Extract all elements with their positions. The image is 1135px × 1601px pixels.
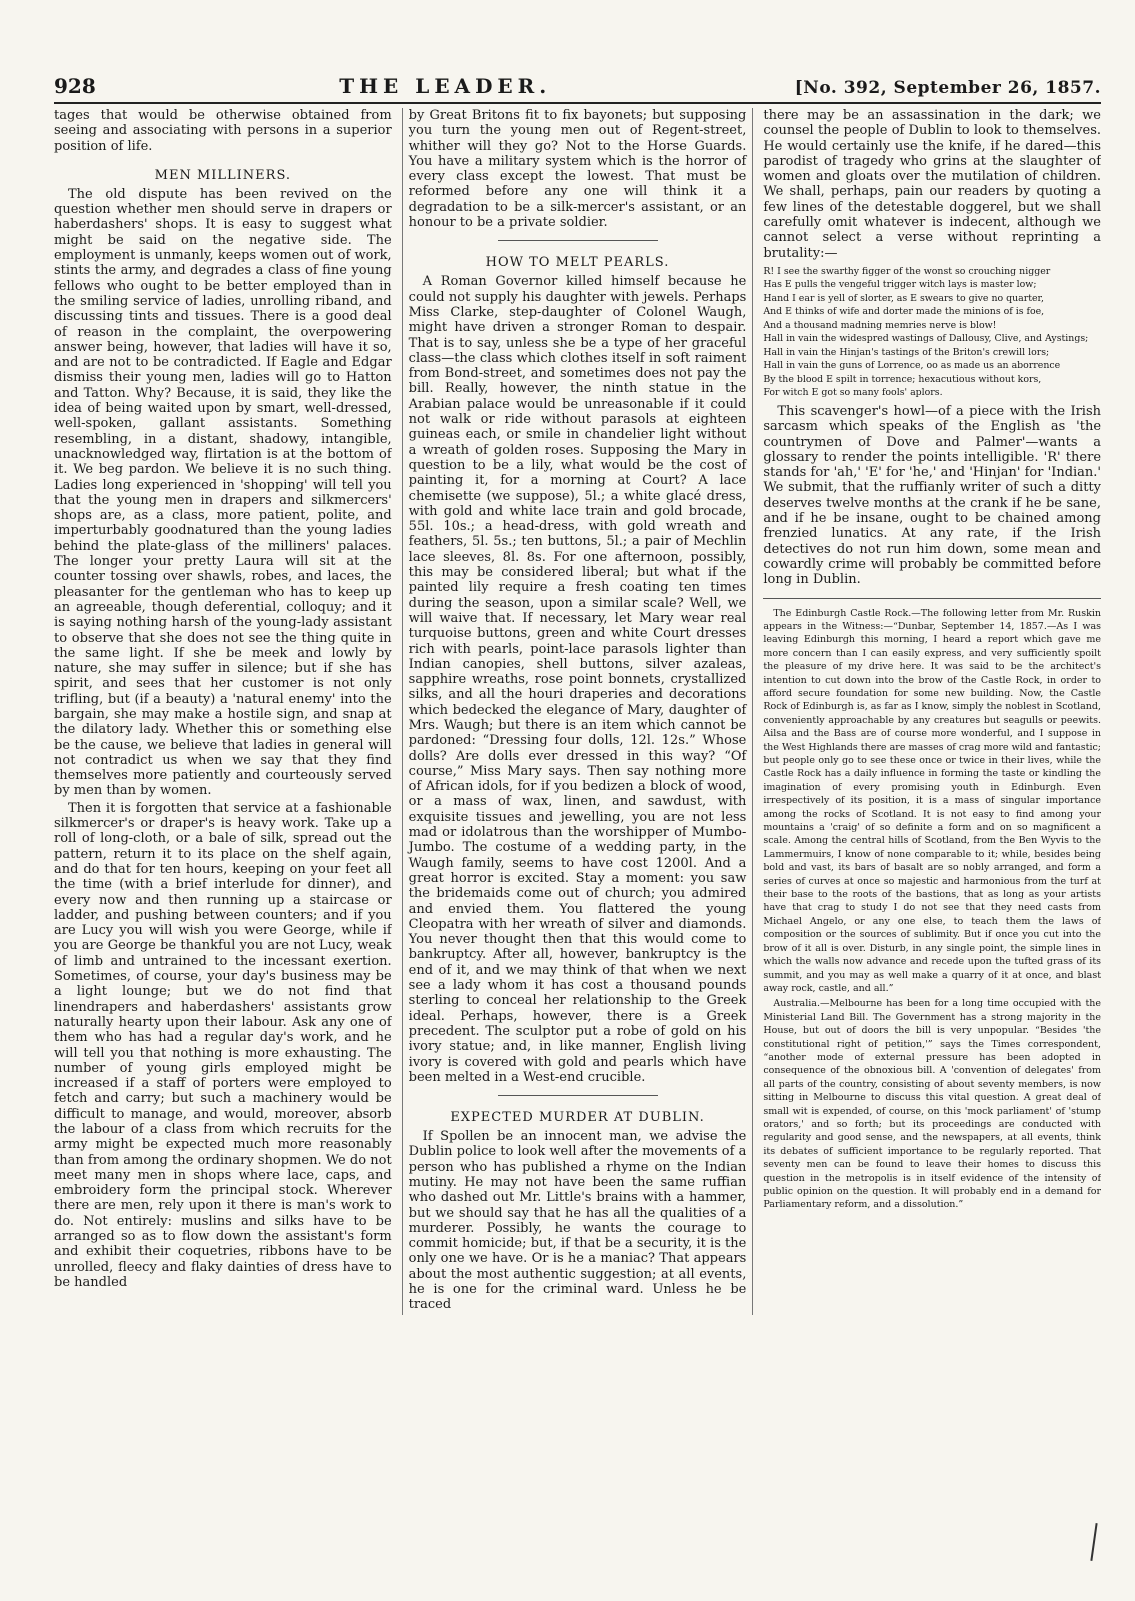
masthead bbox=[54, 74, 1101, 104]
section-divider bbox=[498, 240, 658, 241]
margin-mark bbox=[1090, 1523, 1097, 1561]
continued-paragraph: there may be an assassination in the dark; we counsel the people of Dublin to look to themselves. He would certainly use the knife, if he dared—this parodist of tragedy who grins at the slaughter of women and gloats over the mutilation of children. We shall, perhaps, pain our readers by quoting a few lines of the detestable doggerel, but we shall carefully omit whatever is indecent, although we cannot select a verse without reprinting a brutality:— bbox=[763, 108, 1102, 261]
verse-line: For witch E got so many fools' aplors. bbox=[763, 387, 943, 399]
quoted-verse bbox=[763, 265, 1101, 400]
column-right bbox=[763, 108, 1101, 1315]
column-middle bbox=[402, 108, 754, 1315]
article-paragraph: This scavenger's howl—of a piece with the Irish sarcasm which speaks of the English as 'the countrymen of Dove and Palmer'—wants a glossary to render the points intelligible. 'R' there stands for 'ah,' 'E' for 'he,' and 'Hinjan' for 'Indian.' We submit, that the ruffianly writer of such a ditty deserves twelve months at the crank if he be sane, and if he be insane, ought to be chained among frenzied lunatics. At any rate, if the Irish detectives do not run him down, some mean and cowardly crime will probably be committed before long in Dublin. bbox=[763, 403, 1102, 588]
article-paragraph: If Spollen be an innocent man, we advise the Dublin police to look well after the movements of a person who has published a rhyme on the Indian mutiny. He may not have been the same ruffian who dashed out Mr. Little's brains with a hammer, but we should say that he has all the qualities of a murderer. Possibly, he wants the courage to commit homicide; but, if that be a security, it is the only one we have. Or is he a maniac? That appears about the most authentic suggestion; at all events, he is one for the criminal ward. Unless he be traced bbox=[408, 1129, 747, 1313]
article-paragraph: A Roman Governor killed himself because he could not supply his daughter with jewels. Perhaps Miss Clarke, step-daughter of Colonel Waugh, might have driven a stronger Roman to despair. That is to say, unless she be a type of her graceful class—the class which clothes itself in soft raiment from Bond-street, and sometimes does not pay the bill. Really, however, the ninth statue in the Arabian palace would be unreasonable if it could not walk or ride without parasols at eighteen guineas each, or smile in chandelier light without a wreath of golden roses. Supposing the Mary in question to be a lily, what would be the cost of painting it, for a morning at Court? A lace chemisette (we suppose), 5l.; a white glacé dress, with gold and white lace train and gold brocade, 55l. 10s.; a head-dress, with gold wreath and feathers, 5l. 5s.; ten buttons, 5l.; a pair of Mechlin lace sleeves, 8l. 8s. For one afternoon, possibly, this may be considered liberal; but what if the painted lily require a fresh coating ten times during the season, upon a similar scale? Well, we will waive that. If necessary, let Mary wear real turquoise buttons, green and white Court dresses rich with pearls, point-lace parasols lighter than Indian canopies, shell buttons, silver azaleas, sapphire wreaths, rose point bonnets, crystallized silks, and all the houri draperies and decorations which bedecked the elegance of Mary, daughter of Mrs. Waugh; but there is an item which cannot be pardoned: “Dressing four dolls, 12l. 12s.” Whose dolls? Are dolls ever dressed in this way? “Of course,” Miss Mary says. Then say nothing more of African idols, for if you bedizen a block of wood, or a mass of wax, linen, and sawdust, with exquisite tissues and jewelling, you are not less mad or idolatrous than the worshipper of Mumbo-Jumbo. The costume of a wedding party, in the Waugh family, seems to have cost 1200l. And a great horror is excited. Stay a moment: you saw the bridemaids come out of church; you admired and envied them. You flattered the young Cleopatra with her wreath of silver and diamonds. You never thought then that this would come to bankruptcy. After all, however, bankruptcy is the end of it, and we may think of that when we next see a lady whom it has cost a thousand pounds sterling to conceal her relationship to the Greek ideal. Perhaps, however, there is a Greek precedent. The sculptor put a robe of gold on his ivory statue; and, in like manner, English living ivory is covered with gold and pearls which have been melted in a West-end crucible. bbox=[408, 274, 747, 1085]
verse-line: Hall in vain the Hinjan's tastings of the Briton's crewill lors; bbox=[763, 346, 1050, 358]
news-notes bbox=[763, 607, 1101, 1212]
note-edinburgh-castle-rock: The Edinburgh Castle Rock.—The following letter from Mr. Ruskin appears in the Witness:—“Dunbar, September 14, 1857.—As I was leaving Edinburgh this morning, I heard a report which gave me more concern than I can easily express, and very sufficiently spoilt the pleasure of my drive here. It was said to be the architect's intention to cut down into the brow of the Castle Rock, in order to afford secure foundation for some new building. Now, the Castle Rock of Edinburgh is, as far as I know, simply the noblest in Scotland, conveniently approachable by any creatures but seagulls or peewits. Ailsa and the Bass are of course more wonderful, and I suppose in the West Highlands there are masses of crag more wild and fantastic; but people only go to see these once or twice in their lives, while the Castle Rock has a daily influence in forming the taste or kindling the imagination of every promising youth in Edinburgh. Even irrespectively of its position, it is a mass of singular importance among the rocks of Scotland. It is not easy to find among your mountains a 'craig' of so definite a form and on so magnificent a scale. Among the central hills of Scotland, from the Ben Wyvis to the Lammermuirs, I know of none comparable to it; while, besides being bold and vast, its bars of basalt are so nobly arranged, and form a series of curves at once so majestic and harmonious from the turf at their base to the roots of the bastions, that as long as your artists have that crag to study I do not see that they need casts from Michael Angelo, or any one else, to teach them the laws of composition or the sources of sublimity. But if once you cut into the brow of it all is over. Disturb, in any single point, the simple lines in which the walls now advance and recede upon the tufted grass of its summit, and you may as well make a quarry of it at once, and blast away rock, castle, and all.” bbox=[763, 607, 1102, 994]
article-heading-pearls: HOW TO MELT PEARLS. bbox=[485, 255, 670, 271]
column-left bbox=[54, 108, 392, 1315]
section-divider bbox=[498, 1095, 658, 1096]
verse-line: Hand I ear is yell of slorter, as E swears to give no quarter, bbox=[763, 292, 1044, 304]
note-australia: Australia.—Melbourne has been for a long time occupied with the Ministerial Land Bill. The Government has a strong majority in the House, but out of doors the bill is very unpopular. “Besides 'the constitutional right of petition,'” says the Times correspondent, “another mode of external pressure has been adopted in consequence of the obnoxious bill. A 'convention of delegates' from all parts of the country, consisting of about seventy members, is now sitting in Melbourne to discuss this vital question. A great deal of small wit is expended, of course, on this 'mock parliament' of 'stump orators,' and so forth; but its proceedings are conducted with regularity and good sense, and the newspapers, at all events, think its debates of sufficient importance to be regularly reported. That seventy men can be found to leave their homes to discuss this question in the metropolis is in itself evidence of the intensity of public opinion on the question. It will probably end in a demand for Parliamentary reform, and a dissolution.” bbox=[763, 998, 1102, 1211]
verse-line: Hall in vain the guns of Lorrence, oo as made us an aborrence bbox=[763, 360, 1061, 372]
verse-line: And E thinks of wife and dorter made the minions of is foe, bbox=[763, 306, 1045, 318]
newspaper-title: THE LEADER. bbox=[339, 74, 552, 98]
article-paragraph: Then it is forgotten that service at a fashionable silkmercer's or draper's is heavy work. Take up a roll of long-cloth, or a bale of silk, spread out the pattern, return it to its place on the shelf again, and do that for ten hours, keeping on your feet all the time (with a brief interlude for dinner), and every now and then running up a staircase or ladder, and pushing between counters; and if you are Lucy you will wish you were George, while if you are George be thankful you are not Lucy, weak of limb and untrained to the incessant exertion. Sometimes, of course, your day's business may be a light lounge; but we do not find that linendrapers and haberdashers' assistants grow naturally hearty upon their labour. Ask any one of them who has had a regular day's work, and he will tell you that nothing is more exhausting. The number of young girls employed might be increased if a staff of porters were employed to fetch and carry; but such a machinery would be difficult to manage, and would, moreover, absorb the labour of a class from which recruits for the army might be expected much more reasonably than from among the ordinary shopmen. We do not meet many men in shops where lace, caps, and embroidery form the principal stock. Wherever there are men, rely upon it there is man's work to do. Not entirely: muslins and silks have to be arranged so as to flow down the assistant's form and exhibit their coquetries, ribbons have to be unrolled, fleecy and flaky dainties of dress have to be handled bbox=[54, 800, 392, 1290]
verse-line: And a thousand madning memries nerve is blow! bbox=[763, 319, 997, 331]
verse-line: By the blood E spilt in torrence; hexacutious without kors, bbox=[763, 373, 1042, 385]
page-number: 928 bbox=[54, 74, 96, 98]
verse-line: Hall in vain the widespred wastings of Dallousy, Clive, and Aystings; bbox=[763, 333, 1089, 345]
verse-line: Has E pulls the vengeful trigger witch lays is master low; bbox=[763, 279, 1037, 291]
issue-info: [No. 392, September 26, 1857. bbox=[794, 78, 1101, 98]
article-paragraph: The old dispute has been revived on the question whether men should serve in drapers or haberdashers' shops. It is easy to suggest what might be said on the negative side. The employment is unmanly, keeps women out of work, stints the army, and degrades a class of fine young fellows who ought to be better employed than in the smiling service of ladies, unrolling riband, and discussing tints and tissues. There is a good deal of reason in the complaint, the overpowering answer being, however, that ladies will have it so, and are not to be contradicted. If Eagle and Edgar dismiss their young men, ladies will go to Hatton and Tatton. Why? Because, it is said, they like the idea of being waited upon by smart, well-dressed, well-spoken, gallant assistants. Something resembling, in a distant, shadowy, intangible, unacknowledged way, flirtation is at the bottom of it. We beg pardon. We believe it is no such thing. Ladies long experienced in 'shopping' will tell you that the young men in drapers and silkmercers' shops are, as a class, more patient, polite, and imperturbably goodnatured than the young ladies behind the plate-glass of the milliners' palaces. The longer your pretty Laura will sit at the counter tossing over shawls, robes, and laces, the pleasanter for the gentleman who has to keep up an agreeable, though deferential, colloquy; and it is saying nothing harsh of the young-lady assistant to observe that she does not see the thing quite in the same light. If she be meek and lowly by nature, she may suffer in silence; but if she has spirit, and sees that her customer is not only trifling, but (if a beauty) a 'natural enemy' into the bargain, she may make a hostile sign, and snap at the dilatory lady. Whether this or something else be the cause, we believe that ladies in general will not contradict us when we say that they find themselves more patiently and courteously served by men than by women. bbox=[54, 186, 392, 799]
columns bbox=[54, 108, 1101, 1315]
continued-paragraph: tages that would be otherwise obtained from seeing and associating with persons in a superior position of life. bbox=[54, 108, 392, 154]
article-heading-dublin: EXPECTED MURDER AT DUBLIN. bbox=[450, 1110, 705, 1126]
continued-paragraph: by Great Britons fit to fix bayonets; but supposing you turn the young men out of Regent-street, whither will they go? Not to the Horse Guards. You have a military system which is the horror of every class except the lowest. That must be reformed before any one will think it a degradation to be a silk-mercer's assistant, or an honour to be a private soldier. bbox=[408, 108, 747, 231]
verse-line: R! I see the swarthy figger of the wonst so crouching nigger bbox=[763, 265, 1051, 277]
section-divider bbox=[763, 598, 1101, 599]
article-heading-men-milliners: MEN MILLINERS. bbox=[154, 167, 292, 183]
